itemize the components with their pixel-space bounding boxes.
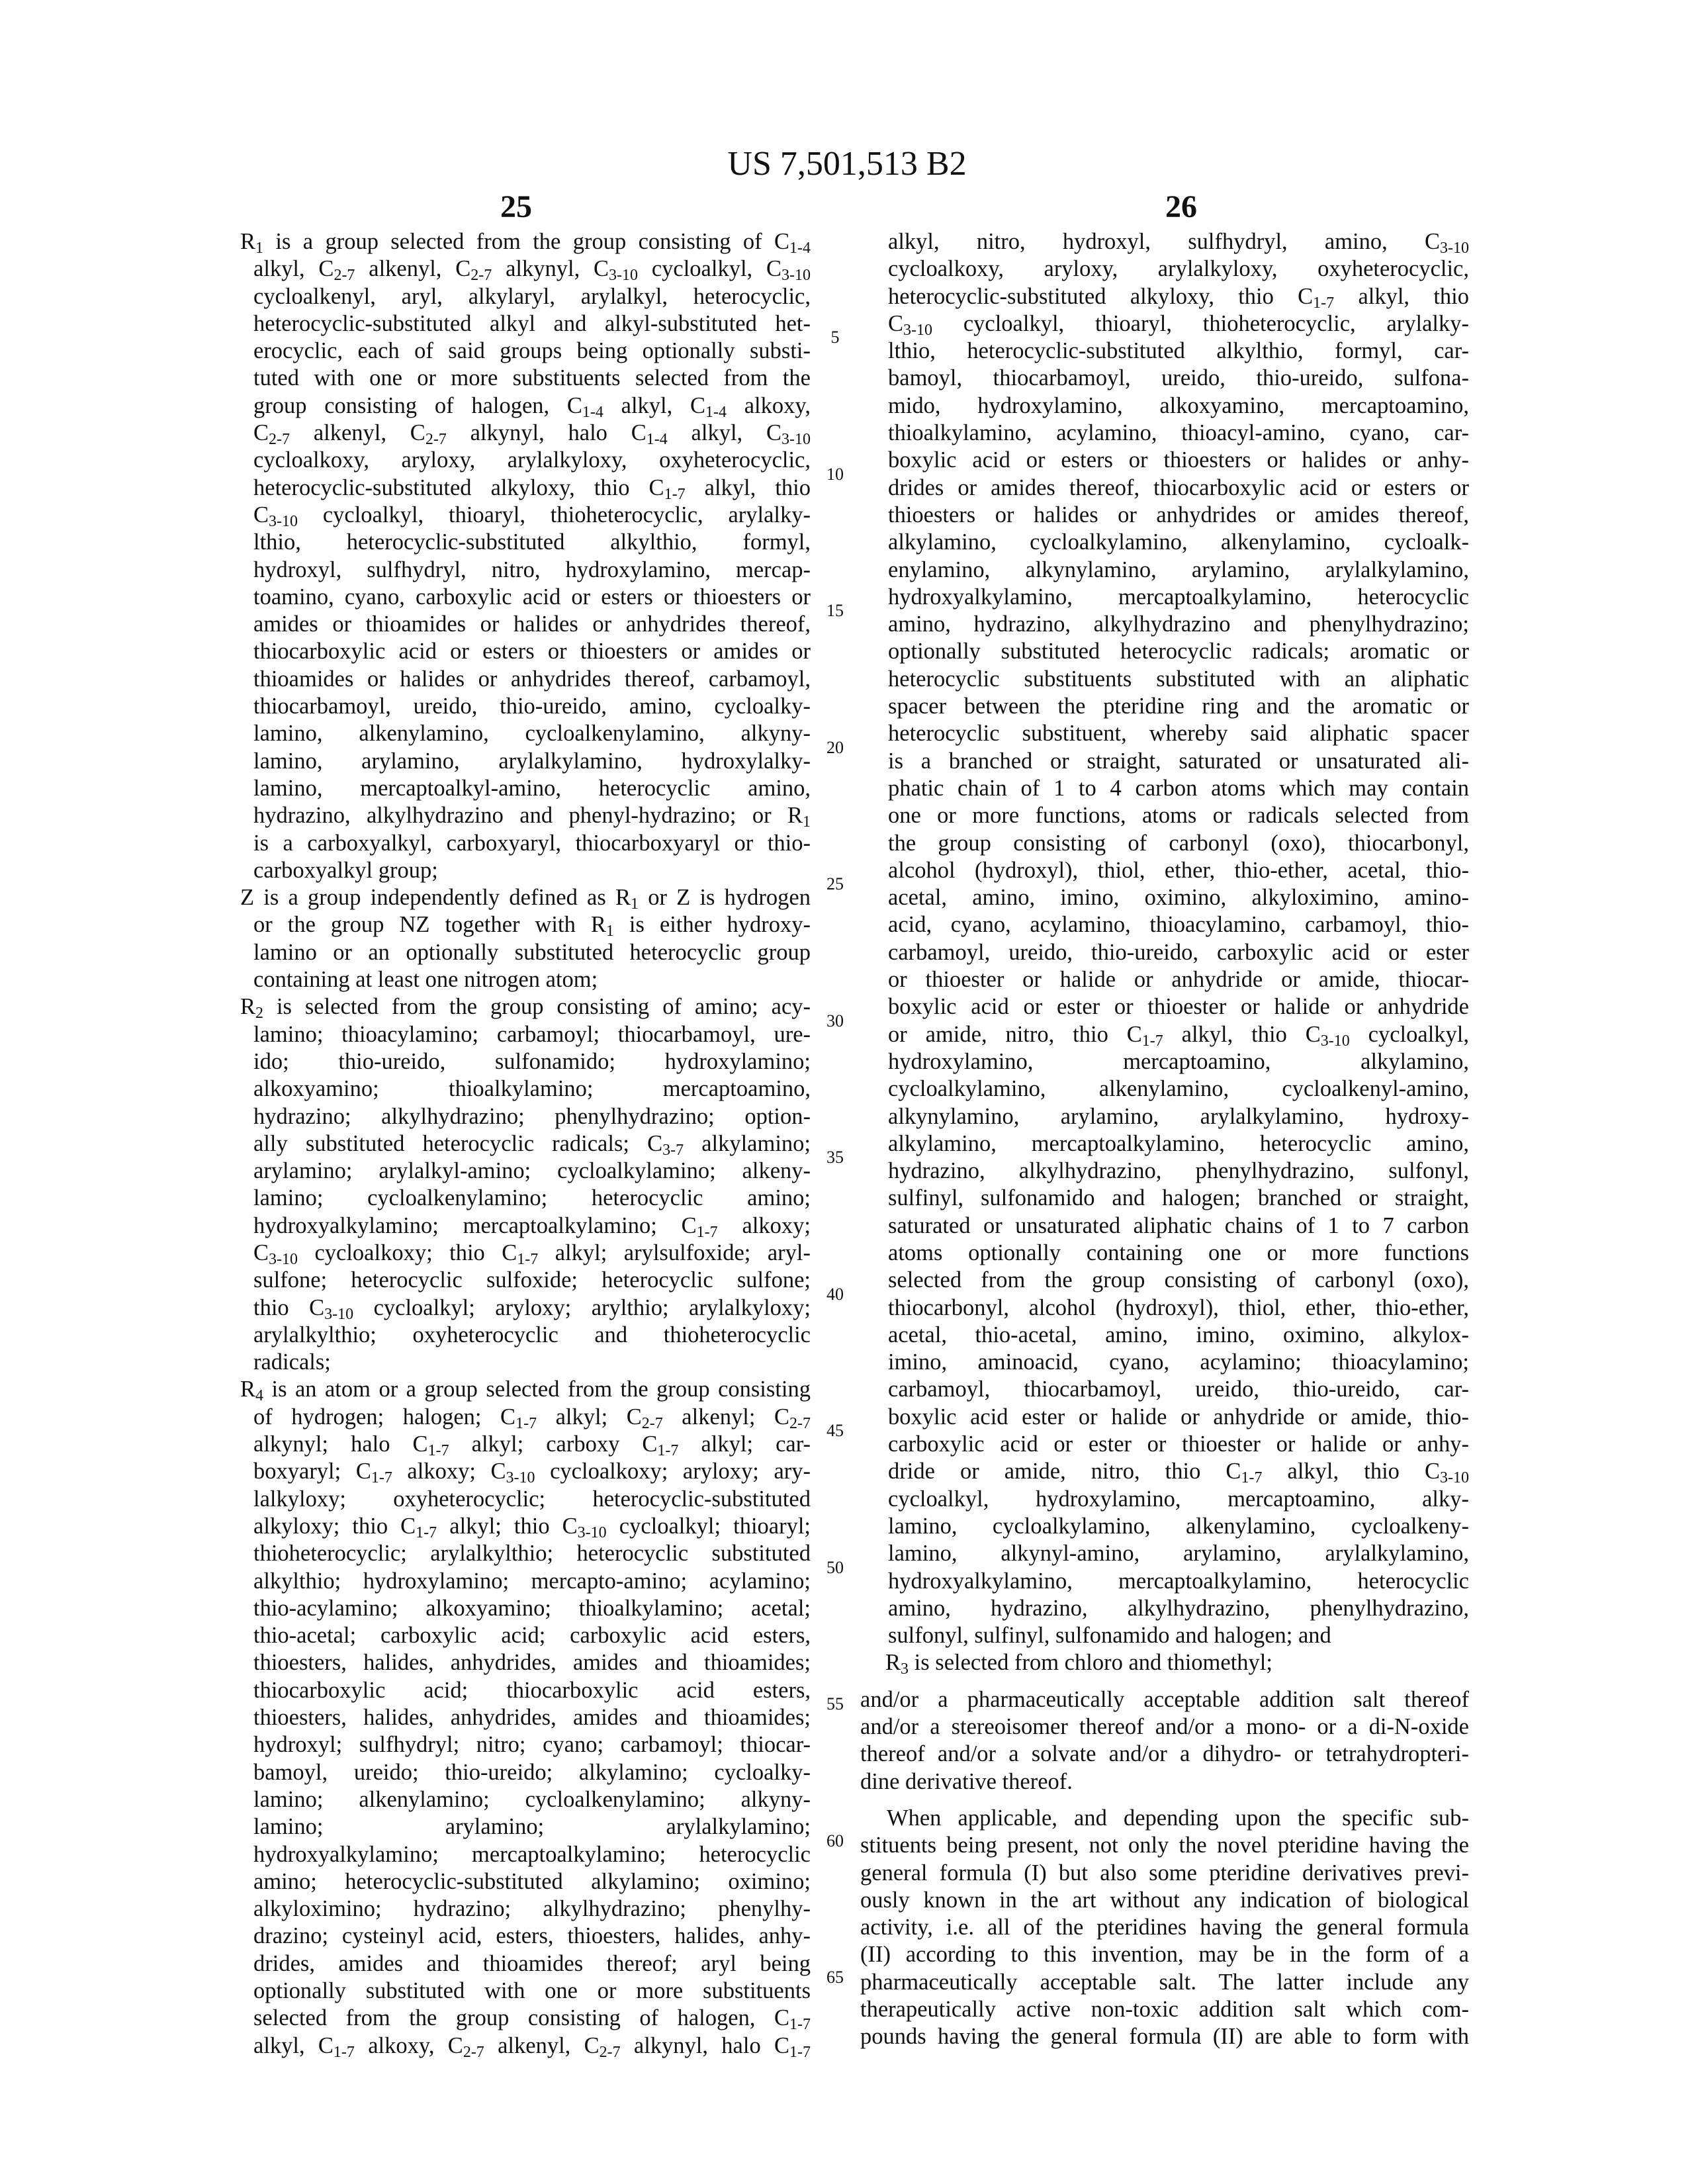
text-line: optionally substituted heterocyclic radicals; aromatic or — [888, 639, 1469, 664]
text-line: hydrazino, alkylhydrazino, phenylhydrazino, sulfonyl, — [888, 1158, 1469, 1184]
line-number: 5 — [830, 328, 840, 347]
text-line: alkyloximino; hydrazino; alkylhydrazino; phenylhy- — [253, 1896, 811, 1922]
text-line: and/or a stereoisomer thereof and/or a mono- or a di-N-oxide — [860, 1714, 1469, 1740]
text-line: atoms optionally containing one or more functions — [888, 1240, 1469, 1265]
text-line: $R_1$ is a group selected from the group consisting of $C_{1-4}$ — [240, 229, 811, 257]
text-line: sulfone; heterocyclic sulfoxide; heterocyclic sulfone; — [253, 1267, 811, 1293]
text-line: drides, amides and thioamides thereof; aryl being — [253, 1950, 811, 1976]
text-line: alkyl, nitro, hydroxyl, sulfhydryl, amino, $C_{3-10}$ — [888, 229, 1469, 257]
text-line: and/or a pharmaceutically acceptable addition salt thereof — [860, 1686, 1469, 1712]
text-line: stituents being present, not only the novel pteridine having the — [860, 1833, 1469, 1858]
text-line: lalkyloxy; oxyheterocyclic; heterocyclic-substituted — [253, 1486, 811, 1512]
text-line: pharmaceutically acceptable salt. The latter include any — [860, 1969, 1469, 1995]
text-line: $R_4$ is an atom or a group selected from the group consisting — [240, 1377, 811, 1405]
text-line: alcohol (hydroxyl), thiol, ether, thio-ether, acetal, thio- — [888, 857, 1469, 883]
line-number: 30 — [826, 1011, 844, 1030]
text-line: heterocyclic-substituted alkyloxy, thio $C_{1-7}$ alkyl, thio — [253, 475, 811, 503]
text-line: acetal, thio-acetal, amino, imino, oximino, alkylox- — [888, 1322, 1469, 1347]
text-line: hydroxyalkylamino; mercaptoalkylamino; $C_{1-7}$ alkoxy; — [253, 1212, 811, 1241]
text-line: carboxyalkyl group; — [253, 857, 438, 883]
text-line: cycloalkoxy, aryloxy, arylalkyloxy, oxyheterocyclic, — [888, 256, 1469, 282]
line-number: 60 — [826, 1831, 844, 1850]
text-line: thioheterocyclic; arylalkylthio; heterocyclic substituted — [253, 1541, 811, 1567]
text-line: lamino; cycloalkenylamino; heterocyclic amino; — [253, 1185, 811, 1211]
text-line: pounds having the general formula (II) are able to form with — [860, 2024, 1469, 2050]
text-line: $C_{3-10}$ cycloalkyl, thioaryl, thioheterocyclic, arylalky- — [888, 310, 1469, 339]
text-line: arylalkylthio; oxyheterocyclic and thioheterocyclic — [253, 1322, 811, 1347]
line-number: 55 — [826, 1694, 844, 1713]
text-line: dride or amide, nitro, thio $C_{1-7}$ alkyl, thio $C_{3-10}$ — [888, 1459, 1470, 1487]
text-line: (II) according to this invention, may be in the form of a — [860, 1942, 1469, 1968]
text-line: thiocarboxylic acid; thiocarboxylic acid esters, — [253, 1677, 811, 1703]
text-line: saturated or unsaturated aliphatic chains of 1 to 7 carbon — [888, 1212, 1469, 1238]
text-line: ously known in the art without any indication of biological — [860, 1887, 1469, 1913]
text-line: enylamino, alkynylamino, arylamino, arylalkylamino, — [888, 557, 1469, 582]
text-line: When applicable, and depending upon the specific sub- — [887, 1805, 1469, 1831]
line-number: 50 — [826, 1558, 844, 1577]
text-line: lamino or an optionally substituted heterocyclic group — [253, 939, 811, 965]
text-line: sulfinyl, sulfonamido and halogen; branched or straight, — [888, 1185, 1469, 1211]
text-line: carbamoyl, ureido, thio-ureido, carboxylic acid or ester — [888, 939, 1469, 965]
text-line: $C_{2-7}$ alkenyl, $C_{2-7}$ alkynyl, halo $C_{1-4}$ alkyl, $C_{3-10}$ — [253, 420, 811, 449]
text-line: boxyaryl; $C_{1-7}$ alkoxy; $C_{3-10}$ cycloalkoxy; aryloxy; ary- — [253, 1459, 811, 1487]
text-line: amino, hydrazino, alkylhydrazino and phenylhydrazino; — [888, 612, 1469, 637]
text-line: lamino; thioacylamino; carbamoyl; thiocarbamoyl, ure- — [253, 1021, 811, 1047]
text-line: lamino, alkynyl-amino, arylamino, arylalkylamino, — [888, 1541, 1469, 1567]
text-line: radicals; — [253, 1349, 331, 1375]
text-line: thiocarbamoyl, ureido, thio-ureido, amino, cycloalky- — [253, 694, 811, 719]
line-number: 45 — [826, 1421, 844, 1440]
text-line: alkylthio; hydroxylamino; mercapto-amino; acylamino; — [253, 1568, 811, 1594]
text-line: alkynyl; halo $C_{1-7}$ alkyl; carboxy $C_{1-7}$ alkyl; car- — [253, 1432, 811, 1460]
text-line: thiocarboxylic acid or esters or thioesters or amides or — [253, 639, 811, 664]
text-line: hydroxyl; sulfhydryl; nitro; cyano; carbamoyl; thiocar- — [253, 1732, 811, 1758]
text-line: lamino, mercaptoalkyl-amino, heterocyclic amino, — [253, 775, 811, 801]
text-line: heterocyclic-substituted alkyloxy, thio $C_{1-7}$ alkyl, thio — [888, 283, 1469, 312]
text-line: sulfonyl, sulfinyl, sulfonamido and halogen; and — [888, 1623, 1331, 1649]
text-line: thioesters, halides, anhydrides, amides and thioamides; — [253, 1650, 811, 1676]
line-number: 10 — [826, 465, 844, 484]
text-line: ally substituted heterocyclic radicals; $C_{3-7}$ alkylamino; — [253, 1130, 811, 1159]
text-line: tuted with one or more substituents selected from the — [253, 365, 811, 391]
text-line: alkyl, $C_{2-7}$ alkenyl, $C_{2-7}$ alkynyl, $C_{3-10}$ cycloalkyl, $C_{3-10}$ — [253, 256, 811, 285]
line-number: 65 — [826, 1968, 844, 1987]
text-line: bamoyl, ureido; thio-ureido; alkylamino; cycloalky- — [253, 1759, 811, 1785]
text-line: is a branched or straight, saturated or unsaturated ali- — [888, 748, 1469, 774]
right-column-number: 26 — [1165, 189, 1197, 224]
text-line: hydroxyalkylamino; mercaptoalkylamino; heterocyclic — [253, 1841, 811, 1867]
text-line: lthio, heterocyclic-substituted alkylthio, formyl, car- — [888, 338, 1469, 364]
text-line: containing at least one nitrogen atom; — [253, 967, 598, 993]
line-number: 35 — [826, 1148, 844, 1167]
text-line: or amide, nitro, thio $C_{1-7}$ alkyl, thio $C_{3-10}$ cycloalkyl, — [888, 1021, 1469, 1050]
text-line: $R_2$ is selected from the group consisting of amino; acy- — [240, 994, 811, 1023]
text-line: thio $C_{3-10}$ cycloalkyl; aryloxy; arylthio; arylalkyloxy; — [253, 1295, 811, 1323]
text-line: alkylamino, mercaptoalkylamino, heterocyclic amino, — [888, 1130, 1469, 1156]
line-number: 15 — [826, 601, 844, 620]
text-line: alkynylamino, arylamino, arylalkylamino, hydroxy- — [888, 1103, 1469, 1129]
text-line: imino, aminoacid, cyano, acylamino; thioacylamino; — [888, 1349, 1469, 1375]
text-line: is a carboxyalkyl, carboxyaryl, thiocarboxyaryl or thio- — [253, 830, 811, 856]
patent-number: US 7,501,513 B2 — [727, 145, 967, 183]
text-line: therapeutically active non-toxic addition salt which com- — [860, 1997, 1469, 2022]
text-line: cycloalkyl, hydroxylamino, mercaptoamino, alky- — [888, 1486, 1469, 1512]
text-line: general formula (I) but also some pteridine derivatives previ- — [860, 1860, 1469, 1886]
text-line: phatic chain of 1 to 4 carbon atoms which may contain — [888, 775, 1469, 801]
text-line: hydroxyalkylamino, mercaptoalkylamino, heterocyclic — [888, 1568, 1469, 1594]
text-line: thioesters or halides or anhydrides or amides thereof, — [888, 502, 1469, 527]
text-line: acid, cyano, acylamino, thioacylamino, carbamoyl, thio- — [888, 912, 1469, 938]
text-line: $C_{3-10}$ cycloalkoxy; thio $C_{1-7}$ alkyl; arylsulfoxide; aryl- — [253, 1240, 811, 1268]
text-line: group consisting of halogen, $C_{1-4}$ alkyl, $C_{1-4}$ alkoxy, — [253, 392, 811, 421]
text-line: drazino; cysteinyl acid, esters, thioesters, halides, anhy- — [253, 1923, 811, 1949]
text-line: lamino, alkenylamino, cycloalkenylamino, alkyny- — [253, 721, 811, 747]
text-line: lamino; alkenylamino; cycloalkenylamino; alkyny- — [253, 1786, 811, 1812]
text-line: the group consisting of carbonyl (oxo), thiocarbonyl, — [888, 830, 1469, 856]
text-line: $C_{3-10}$ cycloalkyl, thioaryl, thioheterocyclic, arylalky- — [253, 502, 811, 530]
text-line: hydrazino; alkylhydrazino; phenylhydrazino; option- — [253, 1103, 811, 1129]
right-column-text — [860, 228, 1469, 2051]
text-line: alkoxyamino; thioalkylamino; mercaptoamino, — [253, 1076, 811, 1102]
text-line: carbamoyl, thiocarbamoyl, ureido, thio-ureido, car- — [888, 1377, 1469, 1402]
text-line: hydroxylamino, mercaptoamino, alkylamino, — [888, 1048, 1469, 1074]
text-line: of hydrogen; halogen; $C_{1-7}$ alkyl; $C_{2-7}$ alkenyl; $C_{2-7}$ — [253, 1404, 811, 1432]
text-line: or thioester or halide or anhydride or amide, thiocar- — [888, 967, 1469, 993]
text-line: heterocyclic substituents substituted with an aliphatic — [888, 666, 1469, 692]
text-line: toamino, cyano, carboxylic acid or esters or thioesters or — [253, 584, 811, 610]
text-line: boxylic acid or esters or thioesters or halides or anhy- — [888, 447, 1469, 473]
text-line: thioesters, halides, anhydrides, amides and thioamides; — [253, 1705, 811, 1731]
text-line: cycloalkenyl, aryl, alkylaryl, arylalkyl, heterocyclic, — [253, 283, 811, 309]
text-line: lamino, cycloalkylamino, alkenylamino, cycloalkeny- — [888, 1513, 1469, 1539]
text-line: arylamino; arylalkyl-amino; cycloalkylamino; alkeny- — [253, 1158, 811, 1184]
text-line: hydroxyl, sulfhydryl, nitro, hydroxylamino, mercap- — [253, 557, 811, 582]
text-line: lamino, arylamino, arylalkylamino, hydroxylalky- — [253, 748, 811, 774]
text-line: bamoyl, thiocarbamoyl, ureido, thio-ureido, sulfona- — [888, 365, 1469, 391]
text-line: optionally substituted with one or more substituents — [253, 1978, 811, 2003]
text-line: amino, hydrazino, alkylhydrazino, phenylhydrazino, — [888, 1595, 1469, 1621]
line-number: 25 — [826, 874, 844, 893]
text-line: hydrazino, alkylhydrazino and phenyl-hydrazino; or $R_1$ — [253, 803, 811, 831]
text-line: thereof and/or a solvate and/or a dihydro- or tetrahydropteri- — [860, 1741, 1469, 1767]
text-line: amides or thioamides or halides or anhydrides thereof, — [253, 612, 811, 637]
text-line: activity, i.e. all of the pteridines having the general formula — [860, 1915, 1469, 1940]
text-line: ido; thio-ureido, sulfonamido; hydroxylamino; — [253, 1048, 811, 1074]
text-line: boxylic acid or ester or thioester or halide or anhydride — [888, 994, 1469, 1020]
text-line: erocyclic, each of said groups being optionally substi- — [253, 338, 811, 364]
text-line: one or more functions, atoms or radicals selected from — [888, 803, 1469, 829]
line-number: 20 — [826, 738, 844, 757]
text-line: boxylic acid ester or halide or anhydride or amide, thio- — [888, 1404, 1469, 1430]
text-line: mido, hydroxylamino, alkoxyamino, mercaptoamino, — [888, 392, 1469, 418]
text-line: hydroxyalkylamino, mercaptoalkylamino, heterocyclic — [888, 584, 1469, 610]
text-line: thiocarbonyl, alcohol (hydroxyl), thiol, ether, thio-ether, — [888, 1295, 1469, 1320]
text-line: alkyloxy; thio $C_{1-7}$ alkyl; thio $C_{3-10}$ cycloalkyl; thioaryl; — [253, 1513, 811, 1541]
text-line: or the group NZ together with $R_1$ is either hydroxy- — [253, 912, 811, 940]
line-number: 40 — [826, 1285, 844, 1304]
text-line: Z is a group independently defined as $R_1$ or Z is hydrogen — [240, 885, 811, 913]
text-line: cycloalkoxy, aryloxy, arylalkyloxy, oxyheterocyclic, — [253, 447, 811, 473]
text-line: thio-acetal; carboxylic acid; carboxylic acid esters, — [253, 1623, 811, 1649]
text-line: dine derivative thereof. — [860, 1768, 1073, 1794]
text-line: lthio, heterocyclic-substituted alkylthio, formyl, — [253, 529, 811, 555]
text-line: carboxylic acid or ester or thioester or halide or anhy- — [888, 1432, 1469, 1457]
text-line: spacer between the pteridine ring and the aromatic or — [888, 694, 1469, 719]
text-line: thioamides or halides or anhydrides thereof, carbamoyl, — [253, 666, 811, 692]
text-line: amino; heterocyclic-substituted alkylamino; oximino; — [253, 1868, 811, 1894]
text-line: drides or amides thereof, thiocarboxylic acid or esters or — [888, 475, 1469, 500]
text-line: thio-acylamino; alkoxyamino; thioalkylamino; acetal; — [253, 1595, 811, 1621]
text-line: heterocyclic substituent, whereby said aliphatic spacer — [888, 721, 1469, 747]
text-line: lamino; arylamino; arylalkylamino; — [253, 1814, 811, 1840]
text-line: $R_3$ is selected from chloro and thiomethyl; — [885, 1650, 1272, 1678]
left-column-number: 25 — [500, 189, 532, 224]
text-line: thioalkylamino, acylamino, thioacyl-amino, cyano, car- — [888, 420, 1469, 446]
text-line: alkylamino, cycloalkylamino, alkenylamino, cycloalk- — [888, 529, 1469, 555]
text-line: selected from the group consisting of carbonyl (oxo), — [888, 1267, 1469, 1293]
text-line: acetal, amino, imino, oximino, alkyloximino, amino- — [888, 885, 1469, 911]
text-line: heterocyclic-substituted alkyl and alkyl-substituted het- — [253, 310, 811, 336]
text-line: cycloalkylamino, alkenylamino, cycloalkenyl-amino, — [888, 1076, 1469, 1102]
text-line: selected from the group consisting of halogen, $C_{1-7}$ — [253, 2005, 811, 2034]
text-line: alkyl, $C_{1-7}$ alkoxy, $C_{2-7}$ alkenyl, $C_{2-7}$ alkynyl, halo $C_{1-7}$ — [253, 2032, 811, 2061]
left-column-text — [240, 228, 811, 2060]
